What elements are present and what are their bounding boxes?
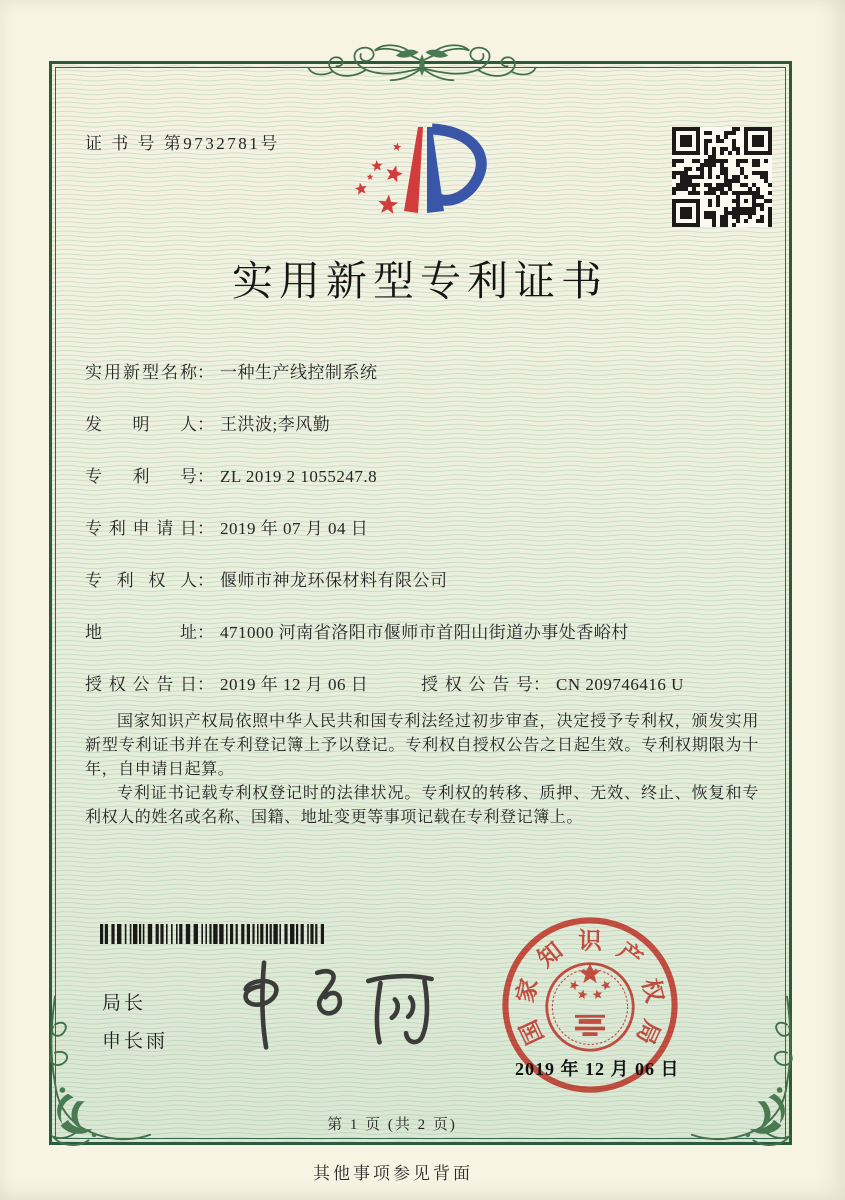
field-label: 专利申请日: [85, 519, 197, 538]
field-row-utility-name: [85, 358, 775, 382]
field-value: 2019 年 12 月 06 日: [220, 675, 369, 694]
page-indicator: 第 1 页 (共 2 页): [327, 1117, 457, 1133]
legal-text: [85, 710, 759, 830]
field-colon: ：: [197, 571, 214, 590]
svg-text:局: 局: [630, 1015, 665, 1048]
field-label: 专利号: [85, 467, 197, 486]
field-colon: ：: [197, 467, 214, 486]
field-value: CN 209746416 U: [556, 675, 684, 694]
field-label: 授权公告号: [421, 675, 533, 694]
field-value: 一种生产线控制系统: [220, 363, 378, 382]
field-row-patent-number: [85, 462, 775, 486]
svg-text:识: 识: [578, 928, 602, 955]
field-grant-number: [421, 670, 684, 695]
field-label: 授权公告日: [85, 675, 197, 694]
qr-code: [672, 127, 772, 227]
field-row-grant-date: [85, 670, 775, 694]
back-side-note: 其他事项参见背面: [313, 1164, 473, 1183]
commissioner-title: 局长: [102, 993, 147, 1014]
field-value: 2019 年 07 月 04 日: [220, 519, 369, 538]
svg-text:知: 知: [533, 937, 568, 973]
top-border-ornament: [291, 34, 553, 88]
legal-paragraph-1: 国家知识产权局依照中华人民共和国专利法经过初步审查，决定授予专利权，颁发实用新型专利证书并在专利登记簿上予以登记。专利权自授权公告之日起生效。专利权期限为十年，自申请日起算。: [85, 713, 759, 778]
logo-red-wedge: [404, 127, 423, 213]
field-value: 偃师市神龙环保材料有限公司: [220, 571, 448, 590]
field-value: ZL 2019 2 1055247.8: [220, 467, 378, 486]
field-label: 专利权人: [85, 571, 197, 590]
certificate-number: 证 书 号 第9732781号: [85, 134, 280, 153]
field-colon: ：: [197, 519, 214, 538]
field-row-address: [85, 618, 775, 642]
svg-text:权: 权: [636, 976, 668, 1006]
signature: [215, 950, 450, 1058]
field-label: 地址: [85, 623, 197, 642]
field-colon: ：: [197, 363, 214, 382]
svg-text:产: 产: [612, 937, 647, 973]
logo-stars: [355, 143, 403, 214]
field-row-filing-date: [85, 514, 775, 538]
seal-date: 2019 年 12 月 06 日: [515, 1059, 680, 1079]
cnipa-logo: [348, 117, 498, 229]
seal-national-emblem: [547, 963, 633, 1050]
certificate-title: 实用新型专利证书: [232, 258, 608, 304]
barcode: [100, 924, 324, 944]
legal-paragraph-2: 专利证书记载专利权登记时的法律状况。专利权的转移、质押、无效、终止、恢复和专利权人的姓名或名称、国籍、地址变更等事项记载在专利登记簿上。: [85, 785, 759, 826]
field-value: 471000 河南省洛阳市偃师市首阳山街道办事处香峪村: [220, 623, 629, 642]
field-label: 实用新型名称: [85, 363, 197, 382]
field-colon: ：: [197, 415, 214, 434]
field-row-patentee: [85, 566, 775, 590]
field-colon: ：: [533, 675, 550, 694]
field-row-inventor: [85, 410, 775, 434]
field-value: 王洪波;李风勤: [220, 415, 331, 434]
commissioner-name: 申长雨: [102, 1031, 169, 1052]
field-colon: ：: [197, 675, 214, 694]
field-label: 发明人: [85, 415, 197, 434]
svg-text:国: 国: [515, 1015, 550, 1048]
field-colon: ：: [197, 623, 214, 642]
svg-text:家: 家: [512, 976, 544, 1006]
